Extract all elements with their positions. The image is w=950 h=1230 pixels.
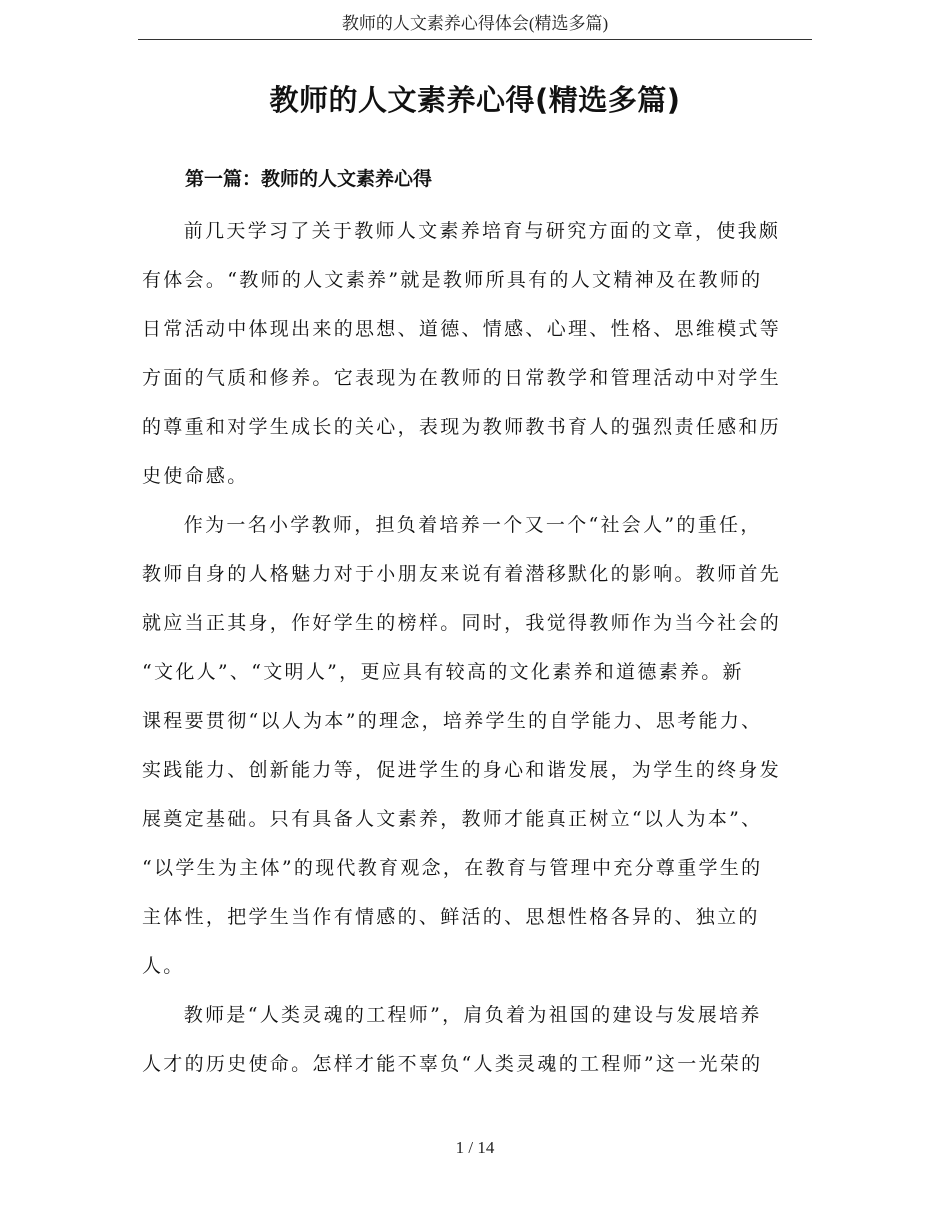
text-line: 史使命感。 (142, 465, 249, 487)
running-header: 教师的人文素养心得体会(精选多篇) (341, 14, 609, 33)
text-line: 的尊重和对学生成长的关心，表现为教师教书育人的强烈责任感和历 (142, 416, 782, 438)
text-line: 作为一名小学教师，担负着培养一个又一个“社会人”的重任， (183, 514, 762, 536)
text-line: 有体会。“教师的人文素养”就是教师所具有的人文精神及在教师的 (142, 269, 763, 291)
text-line: “文化人”、“文明人”，更应具有较高的文化素养和道德素养。新 (142, 661, 744, 683)
text-line: 主体性，把学生当作有情感的、鲜活的、思想性格各异的、独立的 (142, 906, 760, 928)
paragraph (142, 207, 802, 501)
text-line: 课程要贯彻“以人为本”的理念，培养学生的自学能力、思考能力、 (142, 710, 763, 732)
body-text (142, 207, 802, 1089)
text-line: 教师自身的人格魅力对于小朋友来说有着潜移默化的影响。教师首先 (142, 563, 782, 585)
text-line: 人才的历史使命。怎样才能不辜负“人类灵魂的工程师”这一光荣的 (142, 1053, 763, 1075)
text-line: 日常活动中体现出来的思想、道德、情感、心理、性格、思维模式等 (142, 318, 782, 340)
document-title: 教师的人文素养心得(精选多篇) (269, 83, 681, 117)
header-divider (138, 39, 812, 40)
page-number: 1 / 14 (455, 1138, 495, 1157)
text-line: 教师是“人类灵魂的工程师”，肩负着为祖国的建设与发展培养 (183, 1004, 762, 1026)
text-line: 展奠定基础。只有具备人文素养，教师才能真正树立“以人为本”、 (142, 808, 763, 830)
text-line: 实践能力、创新能力等，促进学生的身心和谐发展，为学生的终身发 (142, 759, 782, 781)
text-line: 人。 (142, 955, 185, 977)
text-line: 就应当正其身，作好学生的榜样。同时，我觉得教师作为当今社会的 (142, 612, 782, 634)
text-line: 前几天学习了关于教师人文素养培育与研究方面的文章，使我颇 (183, 220, 781, 242)
text-line: 方面的气质和修养。它表现为在教师的日常教学和管理活动中对学生 (142, 367, 782, 389)
text-line: “以学生为主体”的现代教育观念，在教育与管理中充分尊重学生的 (142, 857, 763, 879)
paragraph (142, 991, 802, 1089)
paragraph (142, 501, 802, 991)
section-heading: 第一篇：教师的人文素养心得 (185, 168, 433, 190)
